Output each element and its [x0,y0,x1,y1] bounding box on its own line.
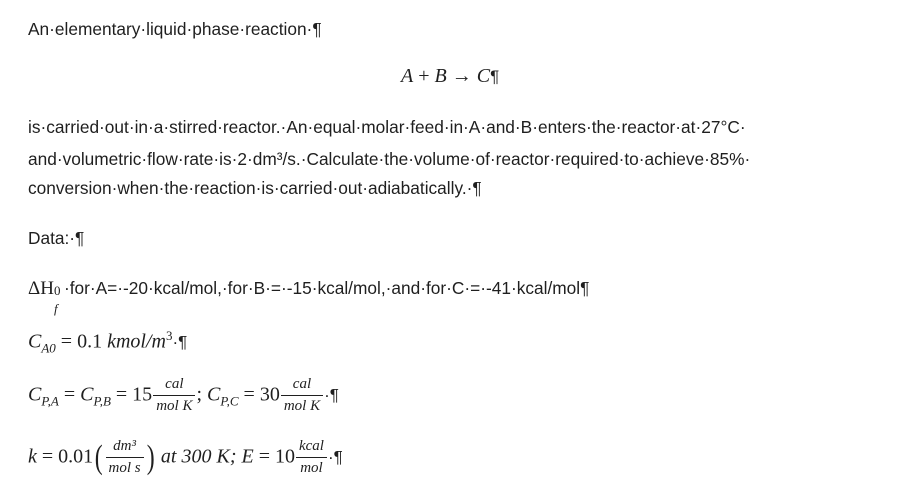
ca0-unit-exponent: 3 [165,328,173,343]
cp-separator: ; [196,383,208,406]
species-c: C [476,65,491,87]
cp-equals-1: = [58,383,81,406]
problem-paragraph-line-3: conversion·when·the·reaction·is·carried·out·adiabatically.·¶ [28,178,482,198]
cpc-symbol: C [207,383,221,406]
e-unit-numerator: kcal [296,438,327,458]
k-unit-fraction [106,438,144,478]
problem-paragraph-line-2: and·volumetric·flow·rate·is·2·dm³/s.·Calculate·the·volume·of·reactor·required·to·achieve·85%· [28,149,751,169]
delta-h-subscript: f [53,301,58,316]
e-unit-fraction [296,438,327,478]
ca0-subscript: A0 [41,340,56,356]
cpc-subscript: P,C [220,393,239,409]
k-temperature-and-e: at 300 K; E [155,445,254,468]
intro-line: An·elementary·liquid·phase·reaction·¶ [28,19,322,39]
species-a: A [401,65,414,87]
cp-pilcrow: ·¶ [324,385,339,405]
cp-c-unit-fraction [281,376,323,416]
rate-constant-line [28,438,343,478]
k-value: = 0.01 [36,445,94,468]
ca0-value: = 0.1 [55,330,108,353]
ca0-symbol: C [28,330,42,353]
species-b: B [434,65,447,87]
reaction-arrow: → [451,65,472,87]
cp-ab-unit-denominator: mol K [156,398,193,415]
problem-paragraph-line-1: is·carried·out·in·a·stirred·reactor.·An·equal·molar·feed·in·A·and·B·enters·the·reactor·at·27°C· [28,117,746,137]
heat-capacity-line [28,376,339,416]
heat-of-formation-line [28,278,590,316]
k-unit-denominator: mol s [108,460,141,477]
e-unit-denominator: mol [300,460,323,477]
e-value: = 10 [253,445,295,468]
heat-of-formation-text: ·for·A=·-20·kcal/mol,·for·B·=·-15·kcal/mol,·and·for·C·=·-41·kcal/mol¶ [63,278,590,298]
reaction-equation [401,66,499,86]
delta-h-symbol: ΔH [28,278,54,299]
ca0-pilcrow: ·¶ [172,332,188,352]
cpa-subscript: P,A [41,393,59,409]
k-symbol: k [28,445,37,468]
pilcrow-mark: ¶ [490,67,500,86]
cpb-symbol: C [80,383,94,406]
data-heading: Data:·¶ [28,228,85,248]
cpa-symbol: C [28,383,42,406]
cp-ab-unit-numerator: cal [153,376,195,396]
cp-ab-unit-fraction [153,376,195,416]
ca0-unit: kmol/m [107,330,166,353]
cp-c-unit-numerator: cal [281,376,323,396]
cp-equals-30: = 30 [238,383,280,406]
cpb-subscript: P,B [93,393,111,409]
cp-equals-15: = 15 [110,383,153,406]
right-paren-icon: ) [146,438,155,476]
left-paren-icon: ( [94,438,103,476]
k-unit-numerator: dm³ [106,438,144,458]
cp-c-unit-denominator: mol K [283,398,321,415]
plus-sign: + [418,65,430,87]
ca0-line [28,329,187,355]
k-pilcrow: ·¶ [327,447,343,467]
delta-h-superscript: 0 [53,283,61,298]
